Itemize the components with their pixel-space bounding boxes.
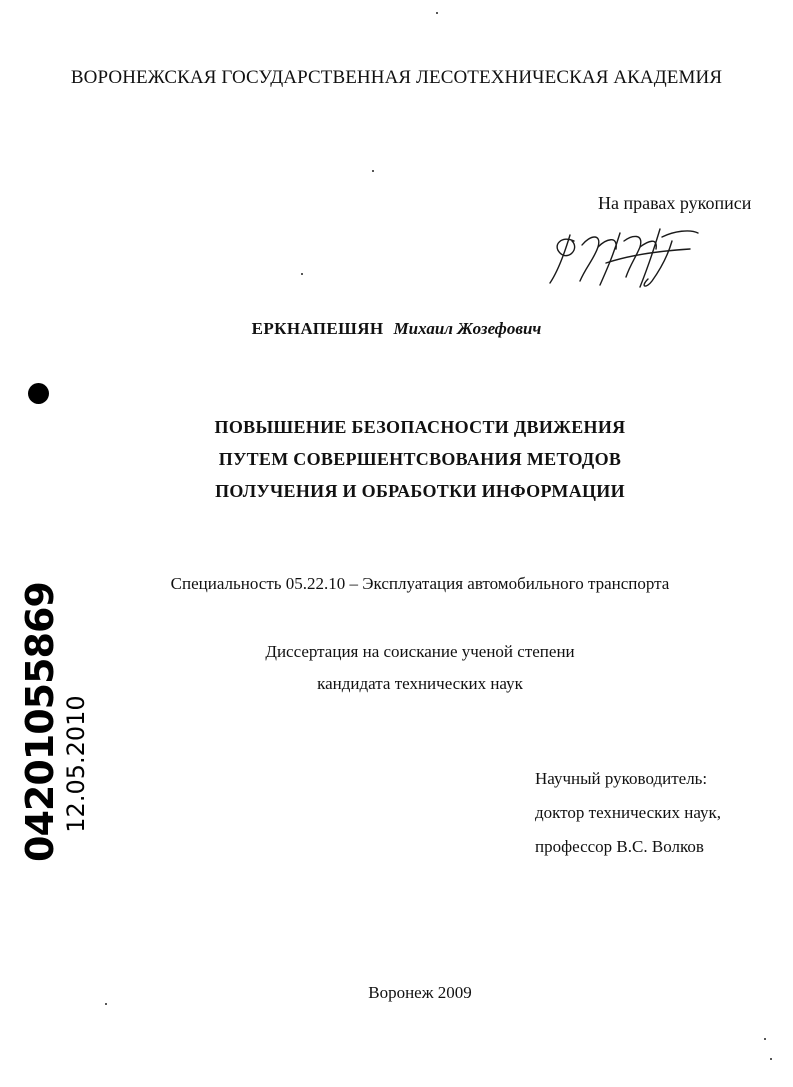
supervisor-line: профессор В.С. Волков [535,837,704,856]
degree-line: кандидата технических наук [317,674,523,693]
scan-speck [105,1003,107,1005]
specialty: Специальность 05.22.10 – Эксплуатация автомобильного транспорта [170,574,670,593]
scan-speck [770,1058,772,1060]
supervisor-block [535,762,721,864]
title-line: ПУТЕМ СОВЕРШЕНТСВОВАНИЯ МЕТОДОВ [218,449,622,469]
punch-hole-mark [28,383,49,404]
handwritten-signature [540,205,710,295]
author-given-names: Михаил Жозефович [393,319,542,338]
title-line: ПОВЫШЕНИЕ БЕЗОПАСНОСТИ ДВИЖЕНИЯ [214,417,626,437]
degree-line: Диссертация на соискание ученой степени [265,642,575,661]
supervisor-line: Научный руководитель: [535,769,708,788]
scan-speck [372,170,374,172]
scan-speck [301,273,303,275]
library-stamp-date: 12.05.2010 [62,695,90,833]
rights-note: На правах рукописи [598,193,752,213]
dissertation-title [0,411,793,507]
institution-name: ВОРОНЕЖСКАЯ ГОСУДАРСТВЕННАЯ ЛЕСОТЕХНИЧЕСКАЯ АКАДЕМИЯ [70,67,723,88]
author-surname: ЕРКНАПЕШЯН [251,319,384,338]
place-year: Воронеж 2009 [368,983,472,1002]
author-name [0,319,793,339]
scan-speck [764,1038,766,1040]
degree-statement [0,636,793,700]
title-line: ПОЛУЧЕНИЯ И ОБРАБОТКИ ИНФОРМАЦИИ [215,481,625,501]
library-stamp-number: 04201055869 [18,582,62,862]
scan-speck [436,12,438,14]
supervisor-line: доктор технических наук, [535,803,722,822]
